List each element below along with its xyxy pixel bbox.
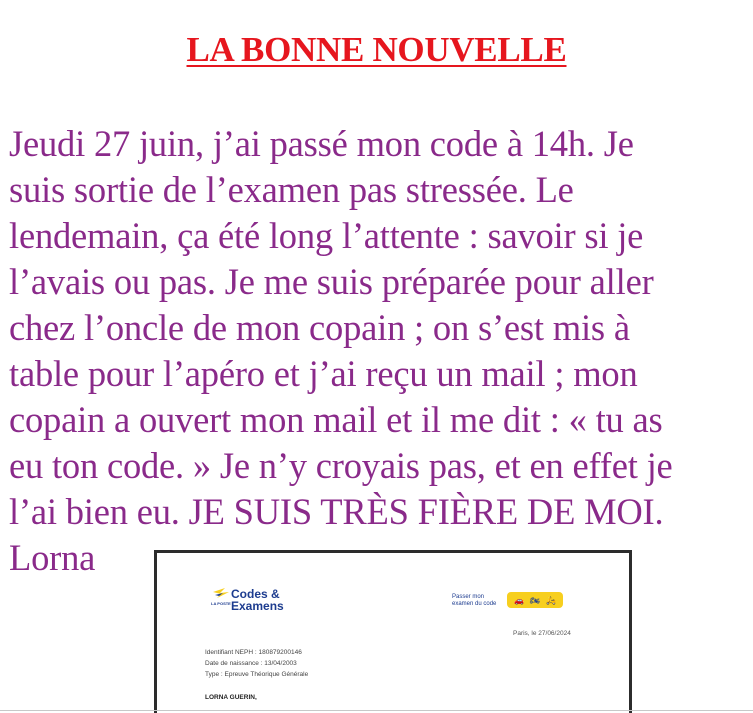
motorcycle-icon: 🏍 <box>529 595 541 605</box>
brand-name: Codes & Examens <box>231 587 284 613</box>
car-icon: 🚗 <box>513 595 524 605</box>
story-signature: Lorna <box>9 537 96 578</box>
story-line: eu ton code. » Je n’y croyais pas, et en effet je <box>9 445 673 486</box>
candidate-name: LORNA GUERIN, <box>205 694 257 701</box>
results-document-image <box>154 550 632 713</box>
vehicle-badge <box>507 592 563 608</box>
identifiant-neph: Identifiant NEPH : 180879200146 <box>205 649 302 656</box>
date-naissance: Date de naissance : 13/04/2003 <box>205 660 297 667</box>
story-line: table pour l’apéro et j’ai reçu un mail ; mon <box>9 353 638 394</box>
story-line: Jeudi 27 juin, j’ai passé mon code à 14h. Je <box>9 123 634 164</box>
story-line: l’ai bien eu. JE SUIS TRÈS FIÈRE DE MOI. <box>9 491 664 532</box>
story-line: l’avais ou pas. Je me suis préparée pour aller <box>9 261 654 302</box>
page-title: LA BONNE NOUVELLE <box>186 30 567 69</box>
story-line: copain a ouvert mon mail et il me dit : « tu as <box>9 399 663 440</box>
document-date: Paris, le 27/06/2024 <box>513 630 571 637</box>
story-line: lendemain, ça été long l’attente : savoir si je <box>9 215 644 256</box>
brand-sub-label: LA POSTE <box>211 601 231 606</box>
passer-examen-label: Passer mon examen du code <box>452 594 497 607</box>
story-line: suis sortie de l’examen pas stressée. Le <box>9 169 574 210</box>
story-text <box>9 121 751 581</box>
scooter-icon: 🛵 <box>546 595 557 605</box>
story-line: chez l’oncle de mon copain ; on s’est mis à <box>9 307 630 348</box>
page-divider <box>0 710 753 711</box>
exam-type: Type : Epreuve Théorique Générale <box>205 671 309 678</box>
candidate-info <box>205 647 308 680</box>
